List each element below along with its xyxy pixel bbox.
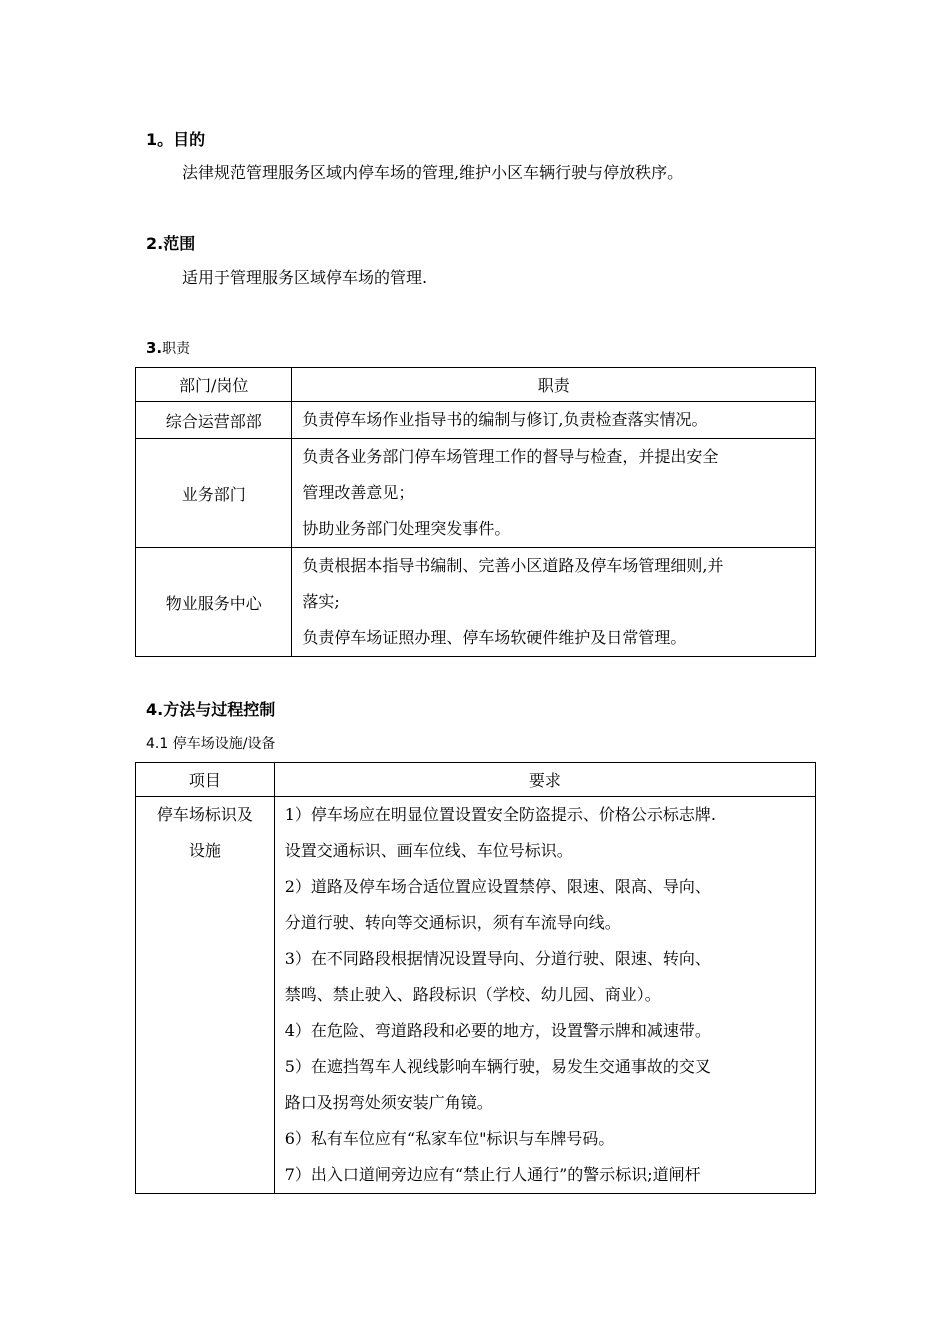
header-item: 项目 — [136, 763, 275, 797]
section-2-heading: 2.范围 — [146, 234, 196, 253]
dept-cell: 业务部门 — [136, 439, 292, 548]
section-4-heading: 4.方法与过程控制 — [146, 700, 276, 719]
duty-cell — [292, 548, 816, 657]
requirement-line: 3）在不同路段根据情况设置导向、分道行驶、限速、转向、 — [284, 949, 711, 968]
requirement-line: 4）在危险、弯道路段和必要的地方，设置警示牌和减速带。 — [284, 1021, 711, 1040]
item-cell — [136, 797, 275, 1194]
facility-table — [135, 762, 816, 1194]
requirement-line: 设置交通标识、画车位线、车位号标识。 — [284, 841, 573, 860]
item-line: 设施 — [188, 841, 221, 860]
header-dept: 部门/岗位 — [136, 368, 292, 402]
duty-cell — [292, 439, 816, 548]
section-4-1-heading: 4.1 停车场设施/设备 — [146, 736, 276, 752]
duty-line: 管理改善意见； — [302, 483, 415, 502]
duty-line: 负责停车场证照办理、停车场软硬件维护及日常管理。 — [302, 628, 687, 647]
dept-cell: 物业服务中心 — [136, 548, 292, 657]
table-row — [136, 548, 816, 657]
requirement-line: 分道行驶、转向等交通标识，须有车流导向线。 — [284, 913, 621, 932]
header-requirement: 要求 — [274, 763, 815, 797]
requirement-line: 禁鸣、禁止驶入、路段标识（学校、幼儿园、商业）。 — [284, 985, 661, 1004]
requirement-line: 7）出入口道闸旁边应有“禁止行人通行”的警示标识;道闸杆 — [284, 1165, 701, 1184]
item-line: 停车场标识及 — [156, 805, 253, 824]
responsibility-table — [135, 367, 816, 657]
dept-cell: 综合运营部部 — [136, 402, 292, 439]
duty-line: 负责根据本指导书编制、完善小区道路及停车场管理细则,并 — [302, 556, 724, 575]
section-3-title: 职责 — [162, 341, 191, 357]
requirement-line: 5）在遮挡驾车人视线影响车辆行驶，易发生交通事故的交叉 — [284, 1057, 711, 1076]
duty-line: 落实; — [302, 592, 340, 611]
section-2-text: 适用于管理服务区域停车场的管理. — [182, 268, 428, 287]
requirement-cell — [274, 797, 815, 1194]
requirement-line: 1）停车场应在明显位置设置安全防盗提示、价格公示标志牌. — [284, 805, 716, 824]
table-header-row — [136, 368, 816, 402]
header-duty: 职责 — [292, 368, 816, 402]
section-1-heading: 1。目的 — [146, 130, 206, 149]
requirement-line: 路口及拐弯处须安装广角镜。 — [284, 1093, 493, 1112]
section-3-number: 3. — [146, 339, 163, 357]
duty-cell — [292, 402, 816, 439]
duty-line: 负责停车场作业指导书的编制与修订,负责检查落实情况。 — [302, 410, 708, 429]
table-row — [136, 797, 816, 1194]
section-3-heading — [146, 338, 190, 358]
table-header-row — [136, 763, 816, 797]
requirement-line: 2）道路及停车场合适位置应设置禁停、限速、限高、导向、 — [284, 877, 711, 896]
table-row — [136, 402, 816, 439]
table-row — [136, 439, 816, 548]
requirement-line: 6）私有车位应有“私家车位"标识与车牌号码。 — [284, 1129, 615, 1148]
section-1-text: 法律规范管理服务区域内停车场的管理,维护小区车辆行驶与停放秩序。 — [182, 163, 684, 182]
duty-line: 负责各业务部门停车场管理工作的督导与检查，并提出安全 — [302, 447, 719, 466]
duty-line: 协助业务部门处理突发事件。 — [302, 519, 511, 538]
